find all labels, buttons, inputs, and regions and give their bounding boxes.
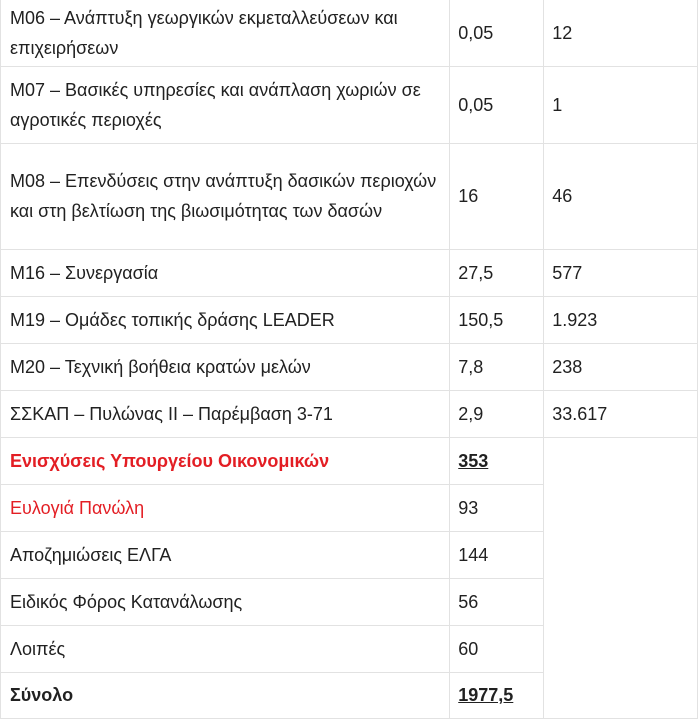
measure-extra: 238 [544, 343, 698, 390]
measure-name: Μ16 – Συνεργασία [1, 249, 450, 296]
empty-cell [544, 625, 698, 672]
measure-value: 93 [450, 484, 544, 531]
measure-name: Μ06 – Ανάπτυξη γεωργικών εκμεταλλεύσεων και επιχειρήσεων [1, 0, 450, 66]
measure-value: 60 [450, 625, 544, 672]
table-row [1, 390, 698, 437]
measure-extra: 46 [544, 143, 698, 249]
measure-extra: 33.617 [544, 390, 698, 437]
measure-value: 0,05 [450, 0, 544, 66]
empty-cell [544, 531, 698, 578]
measure-name: Ειδικός Φόρος Κατανάλωσης [1, 578, 450, 625]
measure-name: ΣΣΚΑΠ – Πυλώνας ΙΙ – Παρέμβαση 3-71 [1, 390, 450, 437]
table-row [1, 437, 698, 484]
table-row [1, 672, 698, 718]
table-row [1, 66, 698, 143]
measure-extra: 1 [544, 66, 698, 143]
measure-name: Αποζημιώσεις ΕΛΓΑ [1, 531, 450, 578]
measure-name: Λοιπές [1, 625, 450, 672]
table-row [1, 625, 698, 672]
measure-extra: 12 [544, 0, 698, 66]
table-row [1, 531, 698, 578]
table-row [1, 249, 698, 296]
measure-extra: 1.923 [544, 296, 698, 343]
table-row [1, 484, 698, 531]
total-value: 1977,5 [450, 672, 544, 718]
table-row [1, 343, 698, 390]
measure-name: Μ19 – Ομάδες τοπικής δράσης LEADER [1, 296, 450, 343]
measure-name: Ευλογιά Πανώλη [1, 484, 450, 531]
ministry-subsidies-label: Ενισχύσεις Υπουργείου Οικονομικών [1, 437, 450, 484]
measure-name: Μ08 – Επενδύσεις στην ανάπτυξη δασικών περιοχών και στη βελτίωση της βιωσιμότητας των δασών [1, 143, 450, 249]
measure-value: 27,5 [450, 249, 544, 296]
empty-cell [544, 484, 698, 531]
measure-value: 16 [450, 143, 544, 249]
total-label: Σύνολο [1, 672, 450, 718]
table-row [1, 578, 698, 625]
table-row [1, 296, 698, 343]
ministry-subsidies-value: 353 [450, 437, 544, 484]
measure-value: 0,05 [450, 66, 544, 143]
measure-value: 144 [450, 531, 544, 578]
measure-extra: 577 [544, 249, 698, 296]
empty-cell [544, 578, 698, 625]
measure-value: 150,5 [450, 296, 544, 343]
empty-cell [544, 437, 698, 484]
measure-name: Μ07 – Βασικές υπηρεσίες και ανάπλαση χωριών σε αγροτικές περιοχές [1, 66, 450, 143]
table-row [1, 0, 698, 66]
measure-value: 7,8 [450, 343, 544, 390]
empty-cell [544, 672, 698, 718]
measure-value: 2,9 [450, 390, 544, 437]
measure-name: Μ20 – Τεχνική βοήθεια κρατών μελών [1, 343, 450, 390]
table-row [1, 143, 698, 249]
measure-value: 56 [450, 578, 544, 625]
